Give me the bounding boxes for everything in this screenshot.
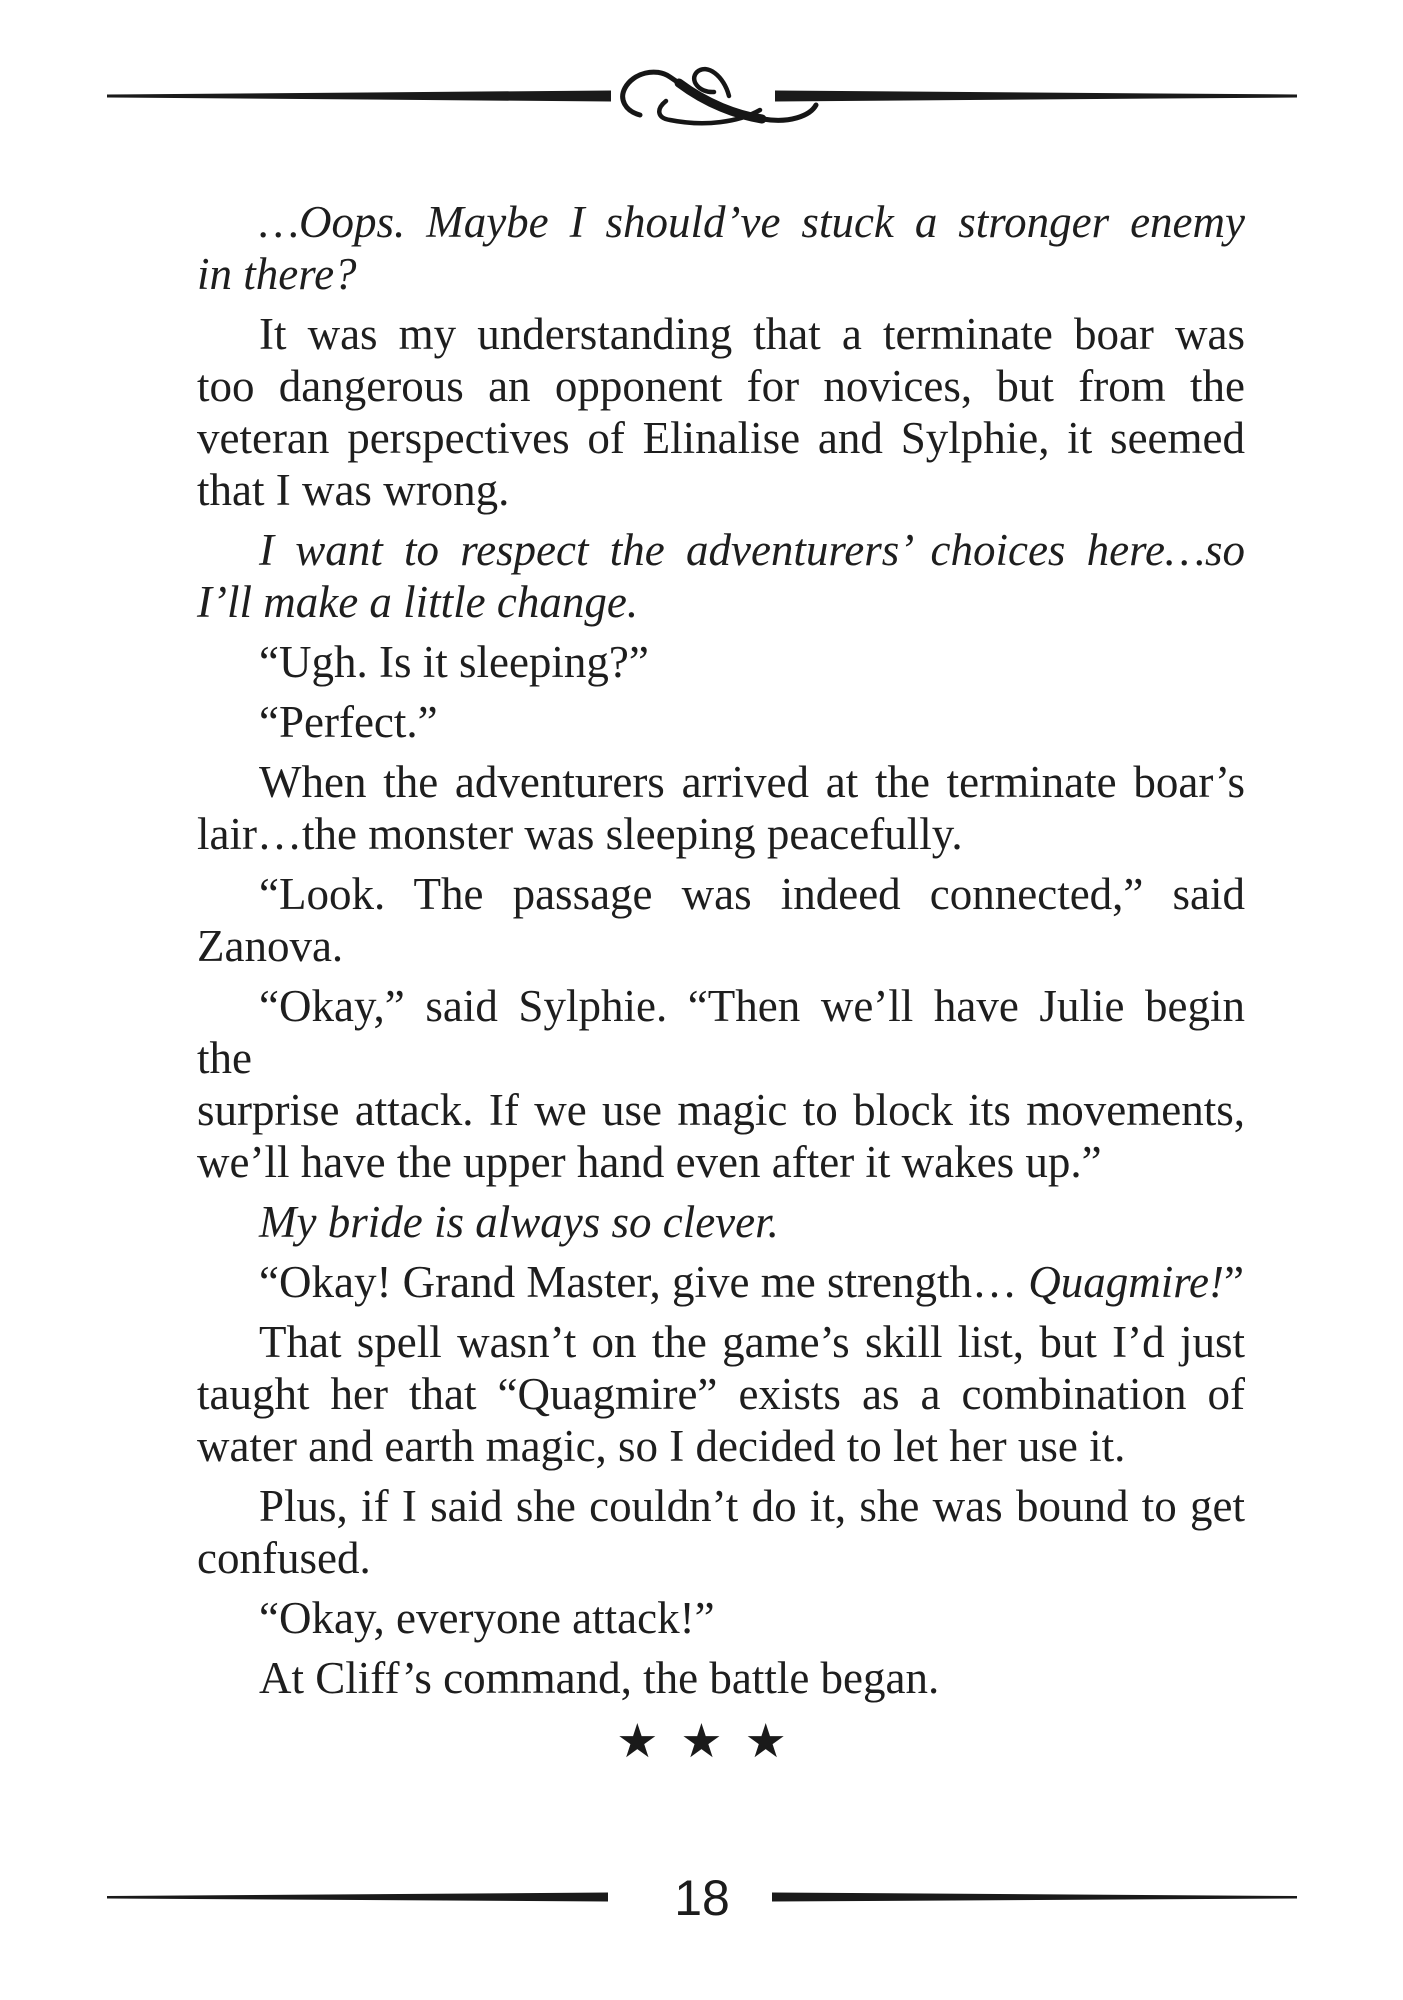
text-line: too dangerous an opponent for novices, but from the [197,361,1245,411]
text-line: surprise attack. If we use magic to block its movements, [197,1085,1245,1135]
text-line: My bride is always so clever. [259,1197,779,1247]
tapered-rule-right [775,91,1297,102]
scene-break-stars [0,1712,1403,1772]
star-icon: ★ [616,1714,659,1769]
text-line: “Ugh. Is it sleeping?” [259,637,649,687]
star-icon: ★ [680,1714,723,1769]
text-line: When the adventurers arrived at the terminate boar’s [259,757,1245,807]
paragraph [197,636,1245,688]
text-line: that I was wrong. [197,465,510,515]
text-line: “Look. The passage was indeed connected,” said [259,869,1245,919]
text-line: “Okay, everyone attack!” [259,1593,715,1643]
paragraph [197,1256,1245,1308]
text-line: we’ll have the upper hand even after it wakes up.” [197,1137,1102,1187]
ornamental-divider [107,52,1297,144]
paragraph [197,1592,1245,1644]
page-footer [107,1867,1297,1929]
paragraph [197,980,1245,1188]
paragraph [197,308,1245,516]
text-segment: ” [1224,1257,1245,1307]
paragraph [197,1480,1245,1584]
text-line: That spell wasn’t on the game’s skill list, but I’d just [259,1317,1245,1367]
paragraph [197,696,1245,748]
text-line: Zanova. [197,921,344,971]
page-number: 18 [674,1870,730,1926]
text-line: taught her that “Quagmire” exists as a combination of [197,1369,1245,1419]
text-line: Plus, if I said she couldn’t do it, she was bound to get [259,1481,1245,1531]
text-line: confused. [197,1533,371,1583]
body-text [197,196,1245,1712]
paragraph [197,868,1245,972]
text-line: I want to respect the adventurers’ choices here…so [259,525,1245,575]
text-line: water and earth magic, so I decided to let her use it. [197,1421,1126,1471]
text-line: “Perfect.” [259,697,438,747]
text-line: in there? [197,249,357,299]
paragraph [197,756,1245,860]
paragraph [197,1316,1245,1472]
paragraph [197,1196,1245,1248]
text-line: It was my understanding that a terminate boar was [259,309,1245,359]
star-icon: ★ [744,1714,787,1769]
text-segment: “Okay! Grand Master, give me strength… [259,1257,1029,1307]
text-line: I’ll make a little change. [197,577,639,627]
text-line: veteran perspectives of Elinalise and Sylphie, it seemed [197,413,1245,463]
paragraph [197,524,1245,628]
tapered-rule-left [107,91,611,102]
text-line [197,1256,1245,1308]
spell-name-italic: Quagmire! [1028,1257,1225,1307]
text-line: …Oops. Maybe I should’ve stuck a stronger enemy [259,197,1245,247]
text-line: lair…the monster was sleeping peacefully. [197,809,963,859]
text-line: “Okay,” said Sylphie. “Then we’ll have Julie begin the [197,981,1245,1083]
paragraph [197,1652,1245,1704]
text-line: At Cliff’s command, the battle began. [259,1653,940,1703]
paragraph [197,196,1245,300]
